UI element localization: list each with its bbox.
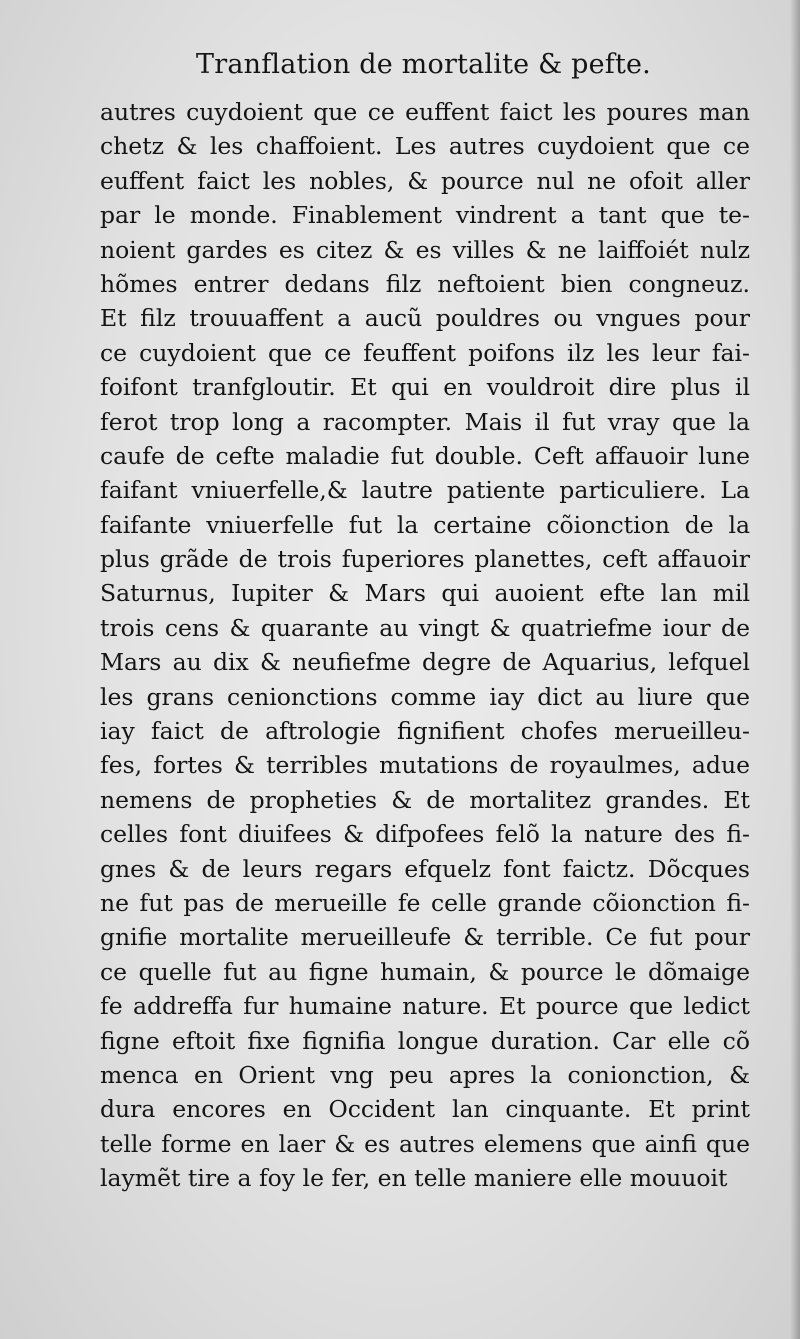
- text-line: chetz & les chaffoient. Les autres cuydoient que ce: [100, 132, 750, 161]
- text-line: ce quelle fut au figne humain, & pource le dõmaige: [100, 957, 750, 986]
- text-line: gnifie mortalite merueilleufe & terrible. Ce fut pour: [100, 923, 750, 952]
- text-line: plus grãde de trois fuperiores planettes, ceft affauoir: [100, 545, 750, 574]
- text-line: nemens de propheties & de mortalitez grandes. Et: [100, 785, 750, 814]
- page-edge-shadow: [790, 0, 800, 1339]
- text-line: trois cens & quarante au vingt & quatriefme iour de: [100, 613, 750, 642]
- text-line: dura encores en Occident lan cinquante. Et print: [100, 1095, 750, 1124]
- text-line: menca en Orient vng peu apres la conionction, &: [100, 1060, 750, 1089]
- running-head: Tranflation de mortalite & pefte.: [196, 49, 651, 80]
- text-line: par le monde. Finablement vindrent a tant que te-: [100, 201, 750, 230]
- text-line: foifont tranfgloutir. Et qui en vouldroit dire plus il: [100, 373, 750, 402]
- body-text: [100, 95, 750, 1196]
- text-line: fes, fortes & terribles mutations de royaulmes, adue: [100, 751, 750, 780]
- text-line: ce cuydoient que ce feuffent poifons ilz les leur fai-: [100, 338, 750, 367]
- text-line: ne fut pas de merueille fe celle grande cõionction fi-: [100, 888, 750, 917]
- text-line: celles font diuifees & difpofees felõ la nature des fi-: [100, 820, 750, 849]
- text-line: autres cuydoient que ce euffent faict les poures man: [100, 98, 750, 126]
- text-line: hõmes entrer dedans filz neftoient bien congneuz.: [100, 269, 750, 298]
- text-line: ferot trop long a racompter. Mais il fut vray que la: [100, 407, 750, 436]
- text-line: euffent faict les nobles, & pource nul ne ofoit aller: [100, 166, 750, 195]
- text-line: caufe de cefte maladie fut double. Ceft affauoir lune: [100, 441, 750, 470]
- text-line: faifant vniuerfelle,& lautre patiente particuliere. La: [100, 476, 750, 505]
- text-line: les grans cenionctions comme iay dict au liure que: [100, 682, 750, 711]
- text-line: telle forme en laer & es autres elemens que ainfi que: [100, 1129, 750, 1158]
- text-line: noient gardes es citez & es villes & ne laiffoiét nulz: [100, 235, 750, 264]
- text-line: Et filz trouuaffent a aucũ pouldres ou vngues pour: [100, 304, 750, 333]
- text-line: figne eftoit fixe fignifia longue duration. Car elle cõ: [100, 1026, 750, 1055]
- text-line: Saturnus, Iupiter & Mars qui auoient efte lan mil: [100, 579, 750, 608]
- text-line: fe addreffa fur humaine nature. Et pource que ledict: [100, 992, 750, 1021]
- text-line: iay faict de aftrologie fignifient chofes merueilleu-: [100, 717, 750, 746]
- text-line: gnes & de leurs regars efquelz font faictz. Dõcques: [100, 854, 750, 883]
- text-line: faifante vniuerfelle fut la certaine cõionction de la: [100, 510, 750, 539]
- text-line: laymẽt tire a foy le fer, en telle maniere elle mouuoit: [100, 1164, 728, 1193]
- text-line: Mars au dix & neufiefme degre de Aquarius, lefquel: [100, 648, 750, 677]
